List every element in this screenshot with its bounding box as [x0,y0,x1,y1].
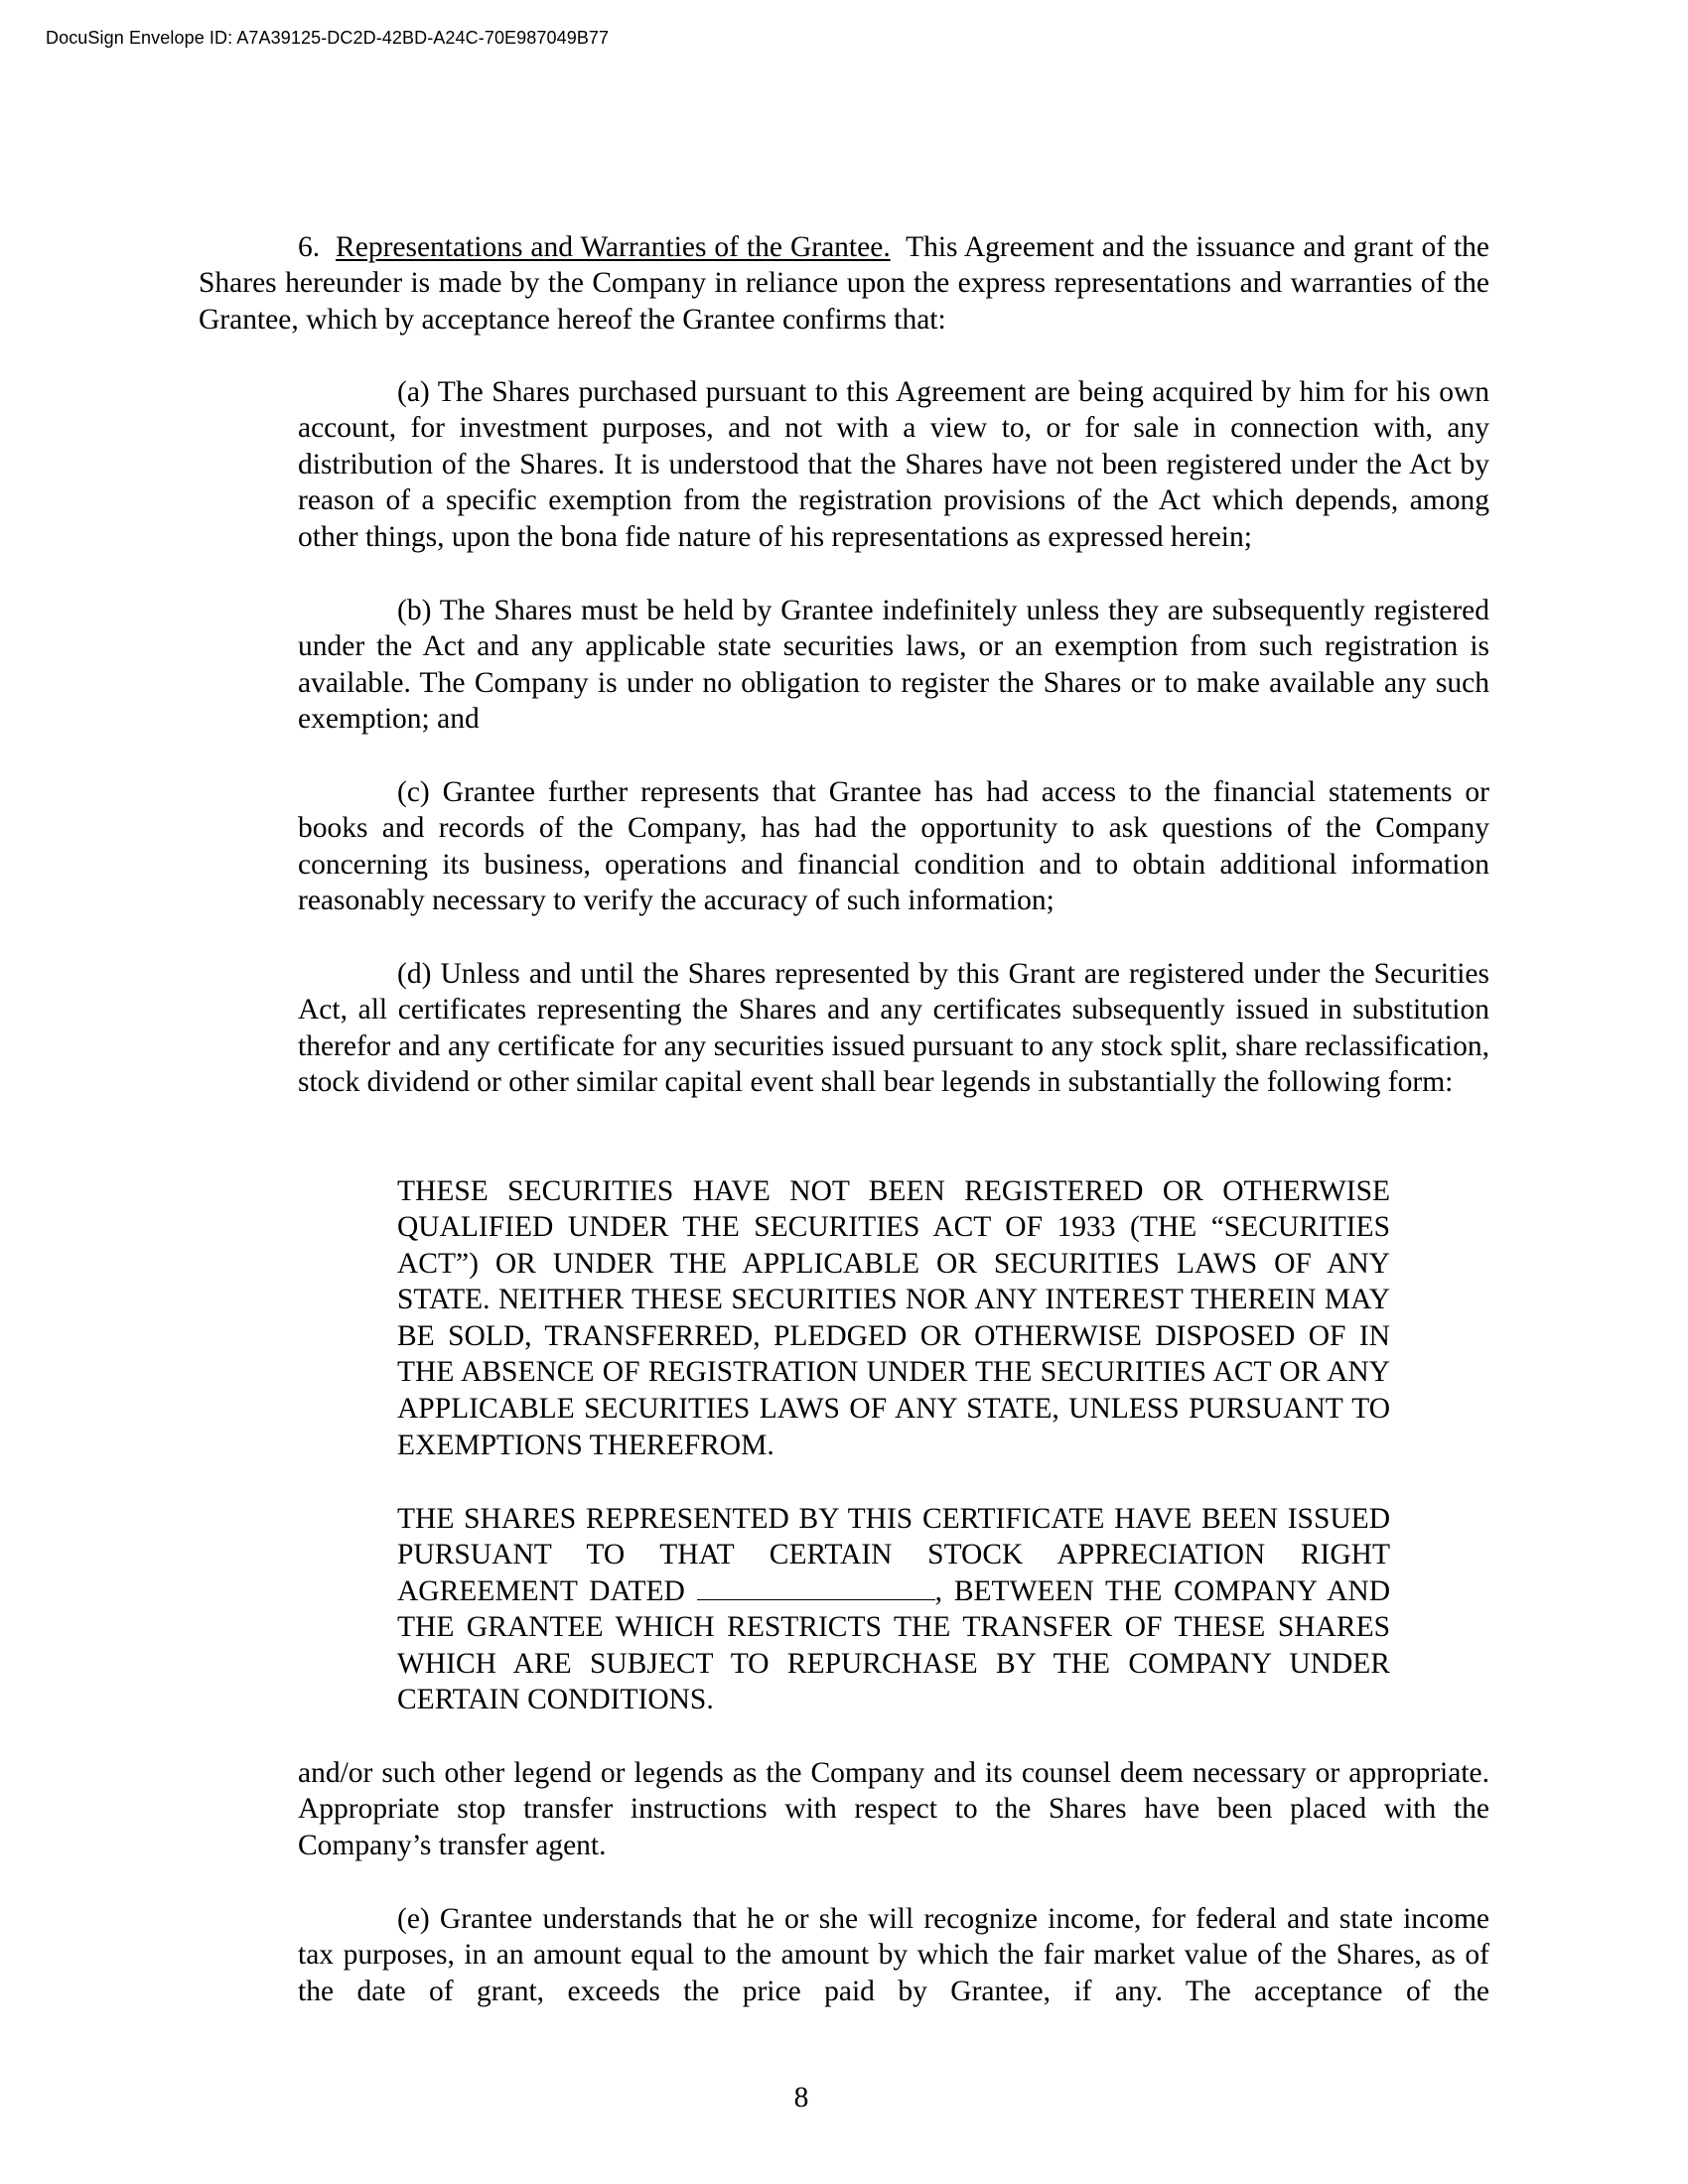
item-d-paragraph: (d) Unless and until the Shares represented by this Grant are registered under the Securities Act, all certificates representing the Shares and any certificates subsequently issued in substitution therefor and any certificate for any securities issued pursuant to any stock split, share reclassification, stock dividend or other similar capital event shall bear legends in substantially the following form: [298,957,1489,1099]
section-6-paragraph [199,229,1489,339]
page-number: 8 [793,2082,809,2114]
legend-text-before-date: THE SHARES REPRESENTED BY THIS CERTIFICATE HAVE BEEN ISSUED PURSUANT TO THAT CERTAIN STOCK APPRECIATION RIGHT AGREEMENT DATED [397,1502,1390,1607]
legend-securities-restriction: THESE SECURITIES HAVE NOT BEEN REGISTERED OR OTHERWISE QUALIFIED UNDER THE SECURITIES ACT OF 1933 (THE “SECURITIES ACT”) OR UNDER THE APPLICABLE OR SECURITIES LAWS OF ANY STATE. NEITHER THESE SECURITIES NOR ANY INTEREST THEREIN MAY BE SOLD, TRANSFERRED, PLEDGED OR OTHERWISE DISPOSED OF IN THE ABSENCE OF REGISTRATION UNDER THE SECURITIES ACT OR ANY APPLICABLE SECURITIES LAWS OF ANY STATE, UNLESS PURSUANT TO EXEMPTIONS THEREFROM. [397,1174,1390,1461]
docusign-envelope-id: DocuSign Envelope ID: A7A39125-DC2D-42BD-A24C-70E987049B77 [46,28,610,48]
section-intro: This Agreement and the issuance and grant of the Shares hereunder is made by the Company in reliance upon the express representations and warranties of the Grantee, which by acceptance hereof the Grantee confirms that: [199,230,1490,336]
section-heading: Representations and Warranties of the Grantee. [336,230,891,263]
legend-share-transfer-restriction [397,1501,1390,1719]
agreement-date-blank [697,1573,935,1600]
after-legends-paragraph: and/or such other legend or legends as the Company and its counsel deem necessary or appropriate. Appropriate stop transfer instructions with respect to the Shares have been placed with the Company’s transfer agent. [298,1756,1489,1861]
item-a-paragraph: (a) The Shares purchased pursuant to this Agreement are being acquired by him for his own account, for investment purposes, and not with a view to, or for sale in connection with, any distribution of the Shares. It is understood that the Shares have not been registered under the Act by reason of a specific exemption from the registration provisions of the Act which depends, among other things, upon the bona fide nature of his representations as expressed herein; [298,375,1489,553]
item-c-paragraph: (c) Grantee further represents that Grantee has had access to the financial statements or books and records of the Company, has had the opportunity to ask questions of the Company concerning its business, operations and financial condition and to obtain additional information reasonably necessary to verify the accuracy of such information; [298,775,1489,917]
item-b-paragraph: (b) The Shares must be held by Grantee indefinitely unless they are subsequently registered under the Act and any applicable state securities laws, or an exemption from such registration is available. The Company is under no obligation to register the Shares or to make available any such exemption; and [298,594,1489,736]
section-number: 6. [298,230,321,263]
legend-text-after-date: , BETWEEN THE COMPANY AND THE GRANTEE WHICH RESTRICTS THE TRANSFER OF THESE SHARES WHICH ARE SUBJECT TO REPURCHASE BY THE COMPANY UNDER CERTAIN CONDITIONS. [397,1574,1390,1716]
item-e-paragraph: (e) Grantee understands that he or she will recognize income, for federal and state income tax purposes, in an amount equal to the amount by which the fair market value of the Shares, as of the date of grant, exceeds the price paid by Grantee, if any. The acceptance of the [298,1902,1489,2007]
